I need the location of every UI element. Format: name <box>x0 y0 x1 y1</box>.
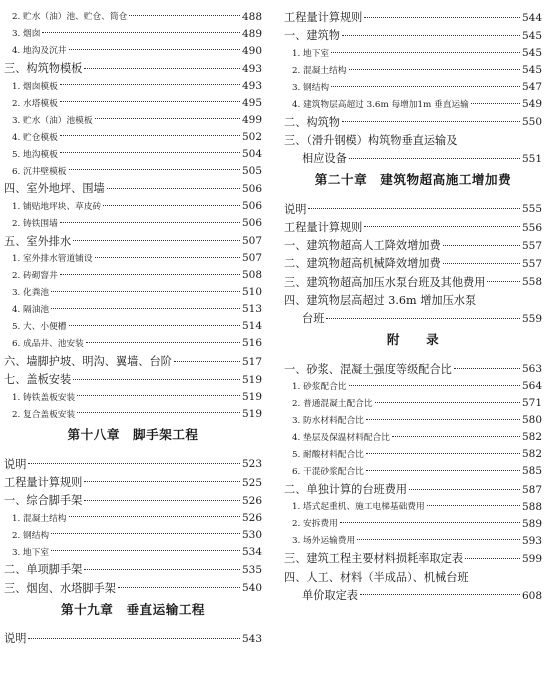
toc-subsection-entry <box>284 460 542 477</box>
page-number: 534 <box>241 545 262 558</box>
dot-leader <box>28 638 240 639</box>
dot-leader <box>366 470 520 471</box>
toc-subsection-entry <box>4 332 262 349</box>
page-number: 593 <box>521 534 542 547</box>
entry-title: 3. 地下室 <box>12 547 50 558</box>
toc-subsection-entry <box>4 74 262 91</box>
toc-subsection-entry <box>4 402 262 419</box>
dot-leader <box>465 558 520 559</box>
entry-title: 2. 安拆费用 <box>292 519 338 530</box>
entry-title: 三、烟囱、水塔脚手架 <box>4 581 116 595</box>
entry-title: 四、人工、材料（半成品）、机械台班 <box>284 570 469 584</box>
dot-leader <box>349 385 520 386</box>
toc-section-entry <box>284 288 542 306</box>
entry-title: 1. 塔式起重机、施工电梯基础费用 <box>292 502 425 513</box>
toc-section-entry <box>4 229 262 247</box>
dot-leader <box>364 17 520 18</box>
toc-subsection-entry <box>284 426 542 443</box>
page-number: 535 <box>241 564 262 577</box>
page-number: 506 <box>241 217 262 230</box>
entry-title: 说明 <box>4 632 27 646</box>
dot-leader <box>427 505 520 506</box>
page-number: 530 <box>241 528 262 541</box>
page-number: 519 <box>241 390 262 403</box>
dot-leader <box>69 169 240 170</box>
dot-leader <box>60 101 240 102</box>
toc-subsection-entry <box>4 281 262 298</box>
page-number: 544 <box>521 11 542 24</box>
dot-leader <box>331 52 520 53</box>
page-number: 587 <box>521 483 542 496</box>
page-number: 508 <box>241 269 262 282</box>
entry-title: 3. 防水材料配合比 <box>292 416 364 427</box>
entry-title: 二、单独计算的台班费用 <box>284 482 408 496</box>
dot-leader <box>443 263 520 264</box>
entry-title: 1. 铸铁盖板安装 <box>12 392 76 403</box>
page-number: 545 <box>521 64 542 77</box>
page-number: 510 <box>241 286 262 299</box>
page-number: 540 <box>241 582 262 595</box>
entry-title: 3. 化粪池 <box>12 288 50 299</box>
dot-leader <box>69 49 240 50</box>
page-number: 545 <box>521 47 542 60</box>
dot-leader <box>326 318 520 319</box>
dot-leader <box>443 245 520 246</box>
chapter-heading: 第十九章 垂直运输工程 <box>60 601 206 617</box>
dot-leader <box>107 188 240 189</box>
dot-leader <box>60 135 240 136</box>
toc-section-entry <box>284 196 542 214</box>
toc-subsection-entry <box>284 392 542 409</box>
toc-section-entry <box>284 5 542 23</box>
toc-subsection-entry <box>4 5 262 22</box>
toc-subsection-entry <box>4 22 262 39</box>
toc-section-entry <box>284 23 542 41</box>
toc-section-entry <box>284 477 542 495</box>
page-number: 519 <box>241 373 262 386</box>
toc-subsection-entry <box>4 315 262 332</box>
page-number: 558 <box>521 276 542 289</box>
entry-title: 三、（滑升钢模）构筑物垂直运输及 <box>284 133 458 147</box>
entry-title: 5. 大、小便槽 <box>12 322 67 333</box>
toc-subsection-entry <box>4 91 262 108</box>
toc-section-entry <box>284 564 542 582</box>
toc-subsection-entry <box>284 93 542 110</box>
dot-leader <box>69 516 240 517</box>
entry-title: 七、盖板安装 <box>4 373 72 387</box>
toc-left-column <box>4 5 262 644</box>
page-number: 525 <box>241 476 262 489</box>
entry-title: 四、建筑物层高超过 3.6m 增加压水泵 <box>284 294 477 308</box>
toc-subsection-entry <box>284 443 542 460</box>
dot-leader <box>77 412 240 413</box>
dot-leader <box>77 395 240 396</box>
entry-title: 一、砂浆、混凝土强度等级配合比 <box>284 362 452 376</box>
page-number: 499 <box>241 113 262 126</box>
dot-leader <box>84 481 240 482</box>
dot-leader <box>84 68 240 69</box>
dot-leader <box>375 402 520 403</box>
dot-leader <box>118 587 240 588</box>
toc-subsection-entry <box>4 264 262 281</box>
dot-leader <box>60 152 240 153</box>
toc-section-entry <box>4 451 262 469</box>
toc-section-entry <box>284 128 542 146</box>
toc-subsection-entry <box>284 409 542 426</box>
entry-title: 2. 混凝土结构 <box>292 65 347 76</box>
dot-leader <box>51 291 240 292</box>
entry-title: 说明 <box>284 202 307 216</box>
dot-leader <box>51 550 240 551</box>
entry-title: 4. 贮仓模板 <box>12 132 58 143</box>
toc-section-entry <box>4 367 262 385</box>
entry-title: 5. 耐酸材料配合比 <box>292 450 364 461</box>
page-number: 543 <box>241 632 262 645</box>
toc-subsection-entry <box>4 39 262 56</box>
page-number: 582 <box>521 448 542 461</box>
entry-title: 4. 隔油池 <box>12 305 50 316</box>
toc-subsection-entry <box>4 108 262 125</box>
page-number: 551 <box>521 152 542 165</box>
entry-title: 3. 贮水（油）池模板 <box>12 115 93 126</box>
entry-title: 1. 砂浆配合比 <box>292 382 347 393</box>
toc-right-column <box>284 5 542 601</box>
page-number: 585 <box>521 465 542 478</box>
page-number: 556 <box>521 221 542 234</box>
page-number: 549 <box>521 98 542 111</box>
dot-leader <box>366 419 520 420</box>
toc-subsection-entry <box>284 375 542 392</box>
entry-title: 说明 <box>4 457 27 471</box>
entry-title: 相应设备 <box>302 152 347 166</box>
page-number: 517 <box>241 355 262 368</box>
dot-leader <box>129 15 240 16</box>
dot-leader <box>392 436 520 437</box>
entry-title: 4. 建筑物层高超过 3.6m 每增加1m 垂直运输 <box>292 99 469 110</box>
toc-section-entry <box>284 270 542 288</box>
page-number: 563 <box>521 363 542 376</box>
page-number: 504 <box>241 147 262 160</box>
page-number: 571 <box>521 397 542 410</box>
entry-title: 单价取定表 <box>302 588 358 602</box>
toc-section-entry <box>4 470 262 488</box>
toc-section-entry <box>4 626 262 644</box>
entry-title: 1. 室外排水管道铺设 <box>12 254 93 265</box>
toc-subsection-entry <box>284 529 542 546</box>
entry-title: 三、建筑工程主要材料损耗率取定表 <box>284 552 464 566</box>
page-number: 588 <box>521 500 542 513</box>
dot-leader <box>69 325 240 326</box>
entry-title: 6. 成品井、池安装 <box>12 339 84 350</box>
entry-title: 2. 钢结构 <box>12 530 50 541</box>
dot-leader <box>84 569 240 570</box>
page-number: 599 <box>521 552 542 565</box>
dot-leader <box>60 222 240 223</box>
dot-leader <box>357 539 520 540</box>
toc-subsection-entry <box>284 42 542 59</box>
dot-leader <box>84 500 240 501</box>
toc-section-entry <box>284 233 542 251</box>
entry-title: 1. 烟囱模板 <box>12 81 58 92</box>
dot-leader <box>331 86 520 87</box>
entry-title: 工程量计算规则 <box>284 11 363 25</box>
entry-title: 6. 干混砂浆配合比 <box>292 467 364 478</box>
entry-title: 一、综合脚手架 <box>4 494 83 508</box>
entry-title: 3. 钢结构 <box>292 82 330 93</box>
entry-title: 1. 铺贴地坪块、草皮砖 <box>12 201 102 212</box>
page-number: 507 <box>241 252 262 265</box>
page-number: 557 <box>521 258 542 271</box>
entry-title: 2. 铸铁围墙 <box>12 218 58 229</box>
page-number: 507 <box>241 235 262 248</box>
dot-leader <box>342 121 520 122</box>
entry-title: 二、单项脚手架 <box>4 563 83 577</box>
page-number: 488 <box>241 10 262 23</box>
dot-leader <box>454 368 520 369</box>
dot-leader <box>28 463 240 464</box>
toc-section-entry <box>4 488 262 506</box>
entry-title: 3. 烟囱 <box>12 29 41 40</box>
dot-leader <box>487 281 520 282</box>
dot-leader <box>73 379 240 380</box>
entry-title: 3. 场外运输费用 <box>292 536 356 547</box>
page-number: 489 <box>241 27 262 40</box>
page-number: 514 <box>241 320 262 333</box>
page-number: 513 <box>241 303 262 316</box>
toc-subsection-entry <box>284 495 542 512</box>
dot-leader <box>42 32 240 33</box>
dot-leader <box>409 489 520 490</box>
entry-title: 2. 普通混凝土配合比 <box>292 399 373 410</box>
toc-subsection-entry <box>4 385 262 402</box>
entry-title: 五、室外排水 <box>4 234 72 248</box>
toc-subsection-entry <box>284 76 542 93</box>
toc-section-entry <box>284 215 542 233</box>
entry-title: 三、建筑物超高加压水泵台班及其他费用 <box>284 275 486 289</box>
entry-title: 台班 <box>302 312 325 326</box>
page-number: 490 <box>241 44 262 57</box>
toc-section-entry <box>284 546 542 564</box>
page-number: 547 <box>521 81 542 94</box>
dot-leader <box>51 533 240 534</box>
page-number: 493 <box>241 79 262 92</box>
entry-title: 工程量计算规则 <box>4 475 83 489</box>
toc-subsection-entry <box>4 212 262 229</box>
page-number: 582 <box>521 431 542 444</box>
dot-leader <box>60 274 240 275</box>
toc-subsection-entry <box>4 523 262 540</box>
toc-section-entry <box>284 251 542 269</box>
page-number: 506 <box>241 200 262 213</box>
dot-leader <box>103 205 240 206</box>
toc-section-entry <box>4 349 262 367</box>
entry-title: 1. 混凝土结构 <box>12 513 67 524</box>
page-number: 523 <box>241 458 262 471</box>
entry-title: 4. 地沟及沉井 <box>12 46 67 57</box>
entry-title: 2. 水塔模板 <box>12 98 58 109</box>
toc-section-entry-continued <box>284 306 542 324</box>
page-number: 608 <box>521 589 542 602</box>
chapter-heading: 附 录 <box>386 332 440 348</box>
dot-leader <box>73 240 240 241</box>
page-number: 516 <box>241 337 262 350</box>
entry-title: 工程量计算规则 <box>284 220 363 234</box>
entry-title: 5. 地沟模板 <box>12 149 58 160</box>
toc-section-entry <box>4 576 262 594</box>
toc-subsection-entry <box>4 159 262 176</box>
chapter-heading: 第十八章 脚手架工程 <box>67 427 199 443</box>
dot-leader <box>340 522 520 523</box>
page-number: 564 <box>521 380 542 393</box>
toc-subsection-entry <box>284 59 542 76</box>
dot-leader <box>60 84 240 85</box>
dot-leader <box>471 103 520 104</box>
dot-leader <box>308 208 520 209</box>
page-number: 580 <box>521 414 542 427</box>
page-number: 559 <box>521 313 542 326</box>
entry-title: 2. 复合盖板安装 <box>12 409 76 420</box>
toc-section-entry-continued <box>284 583 542 601</box>
page-number: 526 <box>241 511 262 524</box>
page-number: 495 <box>241 96 262 109</box>
entry-title: 1. 地下室 <box>292 48 330 59</box>
toc-subsection-entry <box>4 247 262 264</box>
page-number: 555 <box>521 203 542 216</box>
page-number: 557 <box>521 239 542 252</box>
toc-section-entry-continued <box>284 146 542 164</box>
entry-title: 2. 贮水（油）池、贮仓、筒仓 <box>12 12 128 23</box>
page-number: 519 <box>241 407 262 420</box>
toc-section-entry <box>4 56 262 74</box>
entry-title: 2. 砖砌窨井 <box>12 271 58 282</box>
toc-subsection-entry <box>4 540 262 557</box>
page-number: 502 <box>241 130 262 143</box>
toc-subsection-entry <box>284 512 542 529</box>
entry-title: 一、建筑物超高人工降效增加费 <box>284 239 441 253</box>
page-number: 589 <box>521 517 542 530</box>
page-number: 506 <box>241 183 262 196</box>
dot-leader <box>86 342 240 343</box>
toc-subsection-entry <box>4 125 262 142</box>
toc-subsection-entry <box>4 506 262 523</box>
page-number: 526 <box>241 494 262 507</box>
dot-leader <box>364 226 520 227</box>
dot-leader <box>95 118 240 119</box>
toc-section-entry <box>4 176 262 194</box>
toc-subsection-entry <box>4 298 262 315</box>
page-number: 505 <box>241 164 262 177</box>
entry-title: 6. 沉井壁模板 <box>12 166 67 177</box>
entry-title: 二、建筑物超高机械降效增加费 <box>284 257 441 271</box>
dot-leader <box>360 594 520 595</box>
entry-title: 一、建筑物 <box>284 29 340 43</box>
dot-leader <box>349 69 520 70</box>
page-number: 493 <box>241 62 262 75</box>
page-number: 550 <box>521 116 542 129</box>
entry-title: 四、室外地坪、围墙 <box>4 182 105 196</box>
dot-leader <box>174 361 240 362</box>
toc-subsection-entry <box>4 195 262 212</box>
entry-title: 六、墙脚护坡、明沟、翼墙、台阶 <box>4 354 172 368</box>
toc-subsection-entry <box>4 142 262 159</box>
entry-title: 二、构筑物 <box>284 115 340 129</box>
toc-section-entry <box>284 110 542 128</box>
toc-section-entry <box>4 557 262 575</box>
dot-leader <box>51 308 240 309</box>
page-number: 545 <box>521 30 542 43</box>
chapter-heading: 第二十章 建筑物超高施工增加费 <box>314 172 512 188</box>
entry-title: 三、构筑物模板 <box>4 62 83 76</box>
dot-leader <box>342 35 520 36</box>
toc-section-entry <box>284 357 542 375</box>
dot-leader <box>95 257 240 258</box>
entry-title: 4. 垫层及保温材料配合比 <box>292 433 390 444</box>
dot-leader <box>349 158 520 159</box>
dot-leader <box>366 453 520 454</box>
